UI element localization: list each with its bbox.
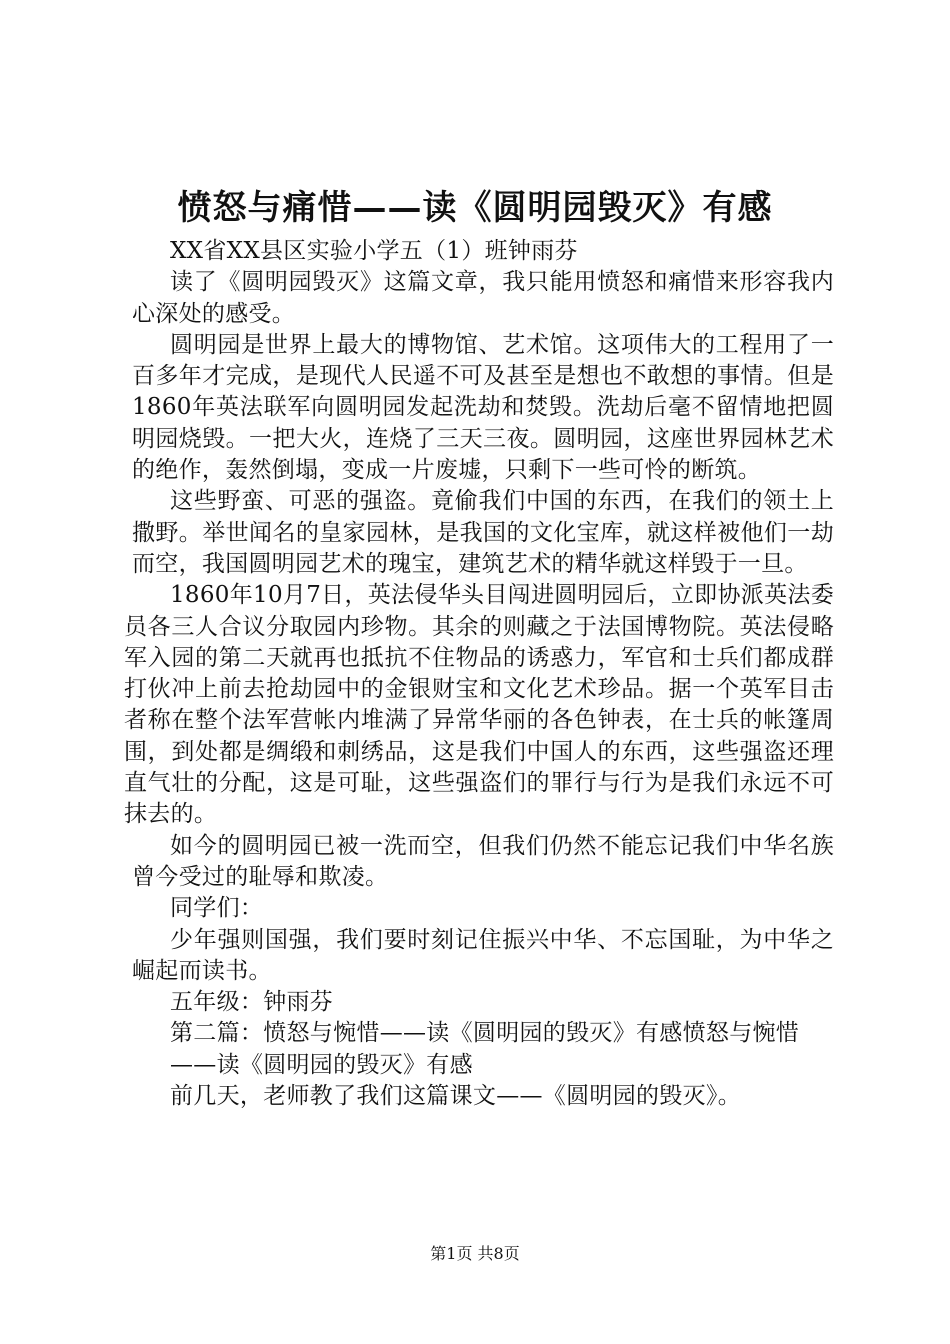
paragraph-1: 读了《圆明园毁灭》这篇文章，我只能用愤怒和痛惜来形容我内心深处的感受。 — [132, 269, 834, 327]
paragraph-5: 如今的圆明园已被一洗而空，但我们仍然不能忘记我们中华名族曾今受过的耻辱和欺凌。 — [132, 832, 834, 890]
paragraph-4: 1860年10月7日，英法侵华头目闯进圆明园后，立即协派英法委员各三人合议分取园内珍物。其余的则藏之于法国博物院。英法侵略军入园的第二天就再也抵抗不住物品的诱惑力，军官和士兵们都成群打伙冲上前去抢劫园中的金银财宝和文化艺术珍品。据一个英军目击者称在整个法军营帐内堆满了异常华丽的各色钟表，在士兵的帐篷周围，到处都是绸缎和刺绣品，这是我们中国人的东西，这些强盗还理直气壮的分配，这是可耻，这些强盗们的罪行与行为是我们永远不可抹去的。 — [124, 582, 834, 828]
document-body — [124, 236, 834, 1112]
paragraph-6: 少年强则国强，我们要时刻记住振兴中华、不忘国耻，为中华之崛起而读书。 — [132, 926, 834, 984]
page-number: 第1页 共8页 — [430, 1244, 520, 1263]
author-line: XX省XX县区实验小学五（1）班钟雨芬 — [170, 238, 578, 264]
salutation: 同学们： — [170, 895, 264, 922]
second-article-subtitle: ——读《圆明园的毁灭》有感 — [170, 1051, 473, 1078]
second-article-heading: 第二篇：愤怒与惋惜——读《圆明园的毁灭》有感愤怒与惋惜 — [170, 1020, 800, 1047]
second-article-paragraph-1: 前几天，老师教了我们这篇课文——《圆明园的毁灭》。 — [170, 1083, 741, 1110]
signature-line: 五年级：钟雨芬 — [170, 989, 334, 1016]
paragraph-2: 圆明园是世界上最大的博物馆、艺术馆。这项伟大的工程用了一百多年才完成，是现代人民遥不可及甚至是想也不敢想的事情。但是1860年英法联军向圆明园发起洗劫和焚毁。洗劫后毫不留情地把圆明园烧毁。一把大火，连烧了三天三夜。圆明园，这座世界园林艺术的绝作，轰然倒塌，变成一片废墟，只剩下一些可怜的断筑。 — [132, 331, 834, 484]
document-title: 愤怒与痛惜——读《圆明园毁灭》有感 — [177, 188, 773, 228]
paragraph-3: 这些野蛮、可恶的强盗。竟偷我们中国的东西，在我们的领土上撒野。举世闻名的皇家园林，是我国的文化宝库，就这样被他们一劫而空，我国圆明园艺术的瑰宝，建筑艺术的精华就这样毁于一旦。 — [132, 488, 834, 577]
